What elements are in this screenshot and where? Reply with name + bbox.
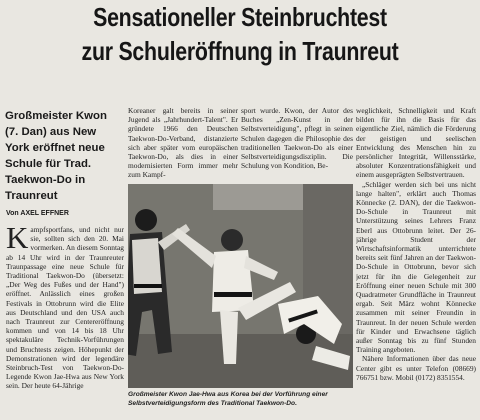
article-photo [128,184,353,388]
headline-line-2: zur Schuleröffnung in Traunreut [81,36,399,66]
column-3-text: sport wurde. Kwon, der Autor des Buches „Zen-Kunst in der Selbstverteidigung", pflegt in seinen Schulen dagegen die Philosophie des traditionellen Taekwon-Do als einer Selbstverteidigungsdisziplin. Die Schulung von Kondition, Be- [241,106,353,171]
column-1-text: ampfsportfans, und nicht nur sie, sollten sich den 20. Mai vormerken. An diesem Sonntag ab 14 Uhr wird in der Traunreuter Traunpassage eine neue Schule für Traditional Taekwon-Do (übersetzt: „Der Weg des Fußes und der Hand") eröffnet. Anlässlich eines großen Festivals in Ottobrunn wird die Elite aus Deutschland und den USA auch nach Traunreut zur Centereröffnung kommen und von 14 bis 18 Uhr spektakuläre Technik-Vorführungen und Bruchtests zeigen. Höhepunkt der Demonstrationen wird der legendäre Steinbruch-Test von Taekwon-Do-Legende Kwon Jae-Hwa aus New York sein. Der heute 64-Jährige [6,225,124,391]
article-deck: Großmeister Kwon (7. Dan) aus New York eröffnet neue Schule für Trad. Taekwon-Do in Traunreut [5,110,107,202]
article-column-2 [128,106,238,186]
drop-cap: K [6,225,29,255]
article-column-4 [356,106,476,412]
article-column-3 [241,106,353,186]
column-4-paragraph-2: „Schläger werden sich bei uns nicht lange halten", erklärt auch Thomas Könnecke (2. DAN), der die Taekwon-Do-Schule in Traunreut mit Unterstützung seines Lehrers Franz Eberl aus Ottobrunn leitet. Der 26-jährige Student der Wirtschaftsinformatik unterrichtete bereits seit fünf Jahren an der Taekwon-Do-Schule in Ottobrunn, bevor sich jetzt für ihn die Gelegenheit zur Eröffnung einer neuen Schule mit 300 Quadratmeter Grundfläche in Traunreut ergab. Seit März wohnt Könnecke zusammen mit seiner Freundin in Traunreut. In der neuen Schule werden für Kinder und Erwachsene täglich außer Sonntag bis zu fünf Stunden Training angeboten. [356,179,476,355]
column-2-text: Koreaner galt bereits in seiner Jugend als „Jahrhundert-Talent". Er gründete 1966 den Deutschen Taekwon-Do-Verband, distanzierte sich aber später vom europäischen Taekwon-Do, als dies in einer modernisierten Form immer mehr zum Kampf- [128,106,238,180]
article-column-1 [6,225,124,415]
column-4-paragraph-1: weglichkeit, Schnelligkeit und Kraft bilden für ihn die Basis für das eigentliche Ziel, nämlich die Förderung der geistigen und seelischen Entwicklung des Menschen hin zu persönlicher Integrität, Willensstärke, absoluter Konzentrationsfähigkeit und einem ausgeprägten Selbstvertrauen. [356,106,476,180]
byline: Von AXEL EFFNER [6,210,69,217]
headline-line-1: Sensationeller Steinbruchtest [93,2,387,32]
martial-arts-photo-illustration [128,184,353,388]
column-4-paragraph-3: Nähere Informationen über das neue Center gibt es unter Telefon (08669) 766751 bzw. Mobil (0172) 8351554. [356,354,476,382]
photo-caption: Großmeister Kwon Jae-Hwa aus Korea bei der Vorführung einer Selbstverteidigungsform des Traditional Taekwon-Do. [128,391,328,407]
